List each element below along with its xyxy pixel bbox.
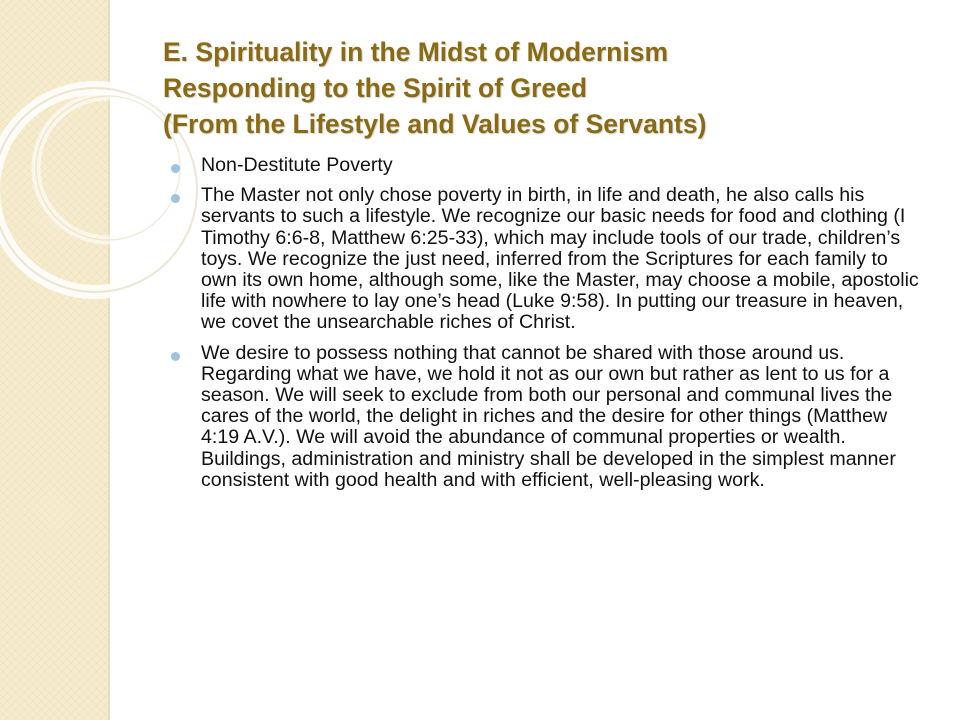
slide-title bbox=[163, 34, 923, 142]
title-line-3: (From the Lifestyle and Values of Servants) bbox=[163, 109, 707, 139]
bullet-dot-icon bbox=[171, 194, 180, 203]
bullet-text: We desire to possess nothing that cannot be shared with those around us. Regarding what we have, we hold it not as our own but rather as lent to us for a season. We will seek to exclude from both our personal and communal lives the cares of the world, the delight in riches and the desire for other things (Matthew 4:19 A.V.). We will avoid the abundance of communal properties or wealth. Buildings, administration and ministry shall be developed in the simplest manner consistent with good health and with efficient, well-pleasing work. bbox=[201, 341, 896, 491]
title-line-1: E. Spirituality in the Midst of Modernism bbox=[163, 37, 669, 67]
bullet-dot-icon bbox=[171, 164, 180, 173]
bullet-item-possess-nothing bbox=[171, 343, 923, 491]
bullet-item-non-destitute-poverty bbox=[171, 155, 923, 176]
title-line-2: Responding to the Spirit of Greed bbox=[163, 73, 587, 103]
bullet-text: The Master not only chose poverty in birth, in life and death, he also calls his servants to such a lifestyle. We recognize our basic needs for food and clothing (I Timothy 6:6-8, Matthew 6:25-33), which may include tools of our trade, children’s toys. We recognize the just need, inferred from the Scriptures for each family to own its own home, although some, like the Master, may choose a mobile, apostolic life with nowhere to lay one’s head (Luke 9:58). In putting our treasure in heaven, we covet the unsearchable riches of Christ. bbox=[201, 184, 919, 334]
bullet-list bbox=[171, 155, 923, 500]
bullet-dot-icon bbox=[171, 352, 180, 361]
side-band-edge bbox=[108, 0, 110, 720]
bullet-text: Non-Destitute Poverty bbox=[201, 154, 393, 176]
bullet-item-master-poverty bbox=[171, 185, 923, 333]
decorative-side-band bbox=[0, 0, 108, 720]
